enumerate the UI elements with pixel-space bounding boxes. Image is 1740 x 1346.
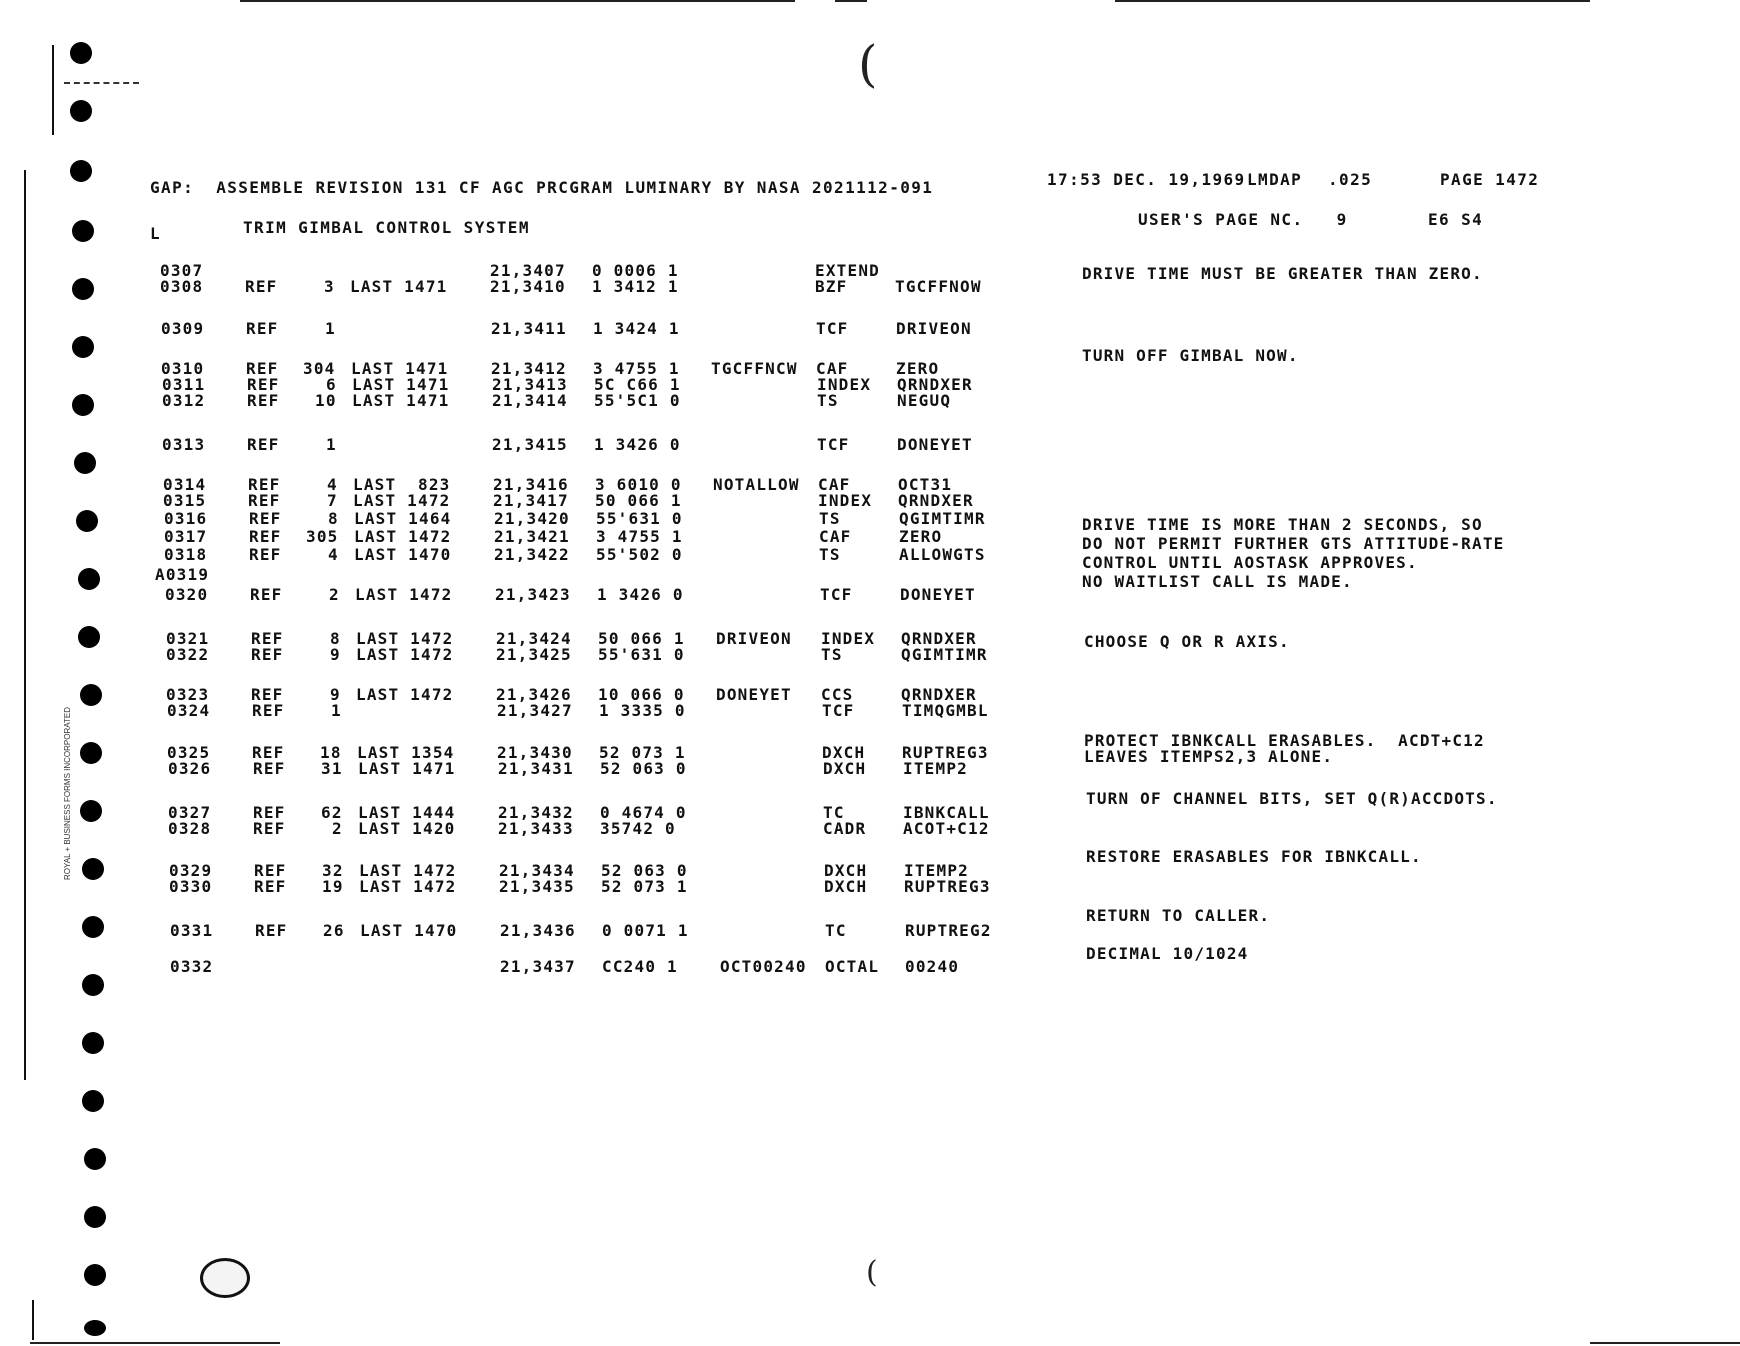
sprocket-hole [82, 1090, 104, 1112]
row-ref: REF [247, 375, 280, 394]
row-line-number: 0313 [162, 435, 206, 454]
sprocket-hole [72, 394, 94, 416]
row-ref: REF [247, 435, 280, 454]
sprocket-hole [72, 278, 94, 300]
row-octal-code: 0 4674 0 [600, 803, 687, 822]
row-line-number: 0317 [164, 527, 208, 546]
row-opcode: CAF [816, 359, 849, 378]
row-ref-count: 18 [320, 743, 342, 762]
row-opcode: TS [817, 391, 839, 410]
row-ref: REF [253, 759, 286, 778]
row-octal-code: CC240 1 [602, 957, 678, 976]
row-last-ref: LAST 1472 [355, 585, 453, 604]
row-opcode: BZF [815, 277, 848, 296]
row-line-number: 0310 [161, 359, 205, 378]
row-address: 21,3430 [497, 743, 573, 762]
sprocket-hole [84, 1264, 106, 1286]
row-line-number: 0320 [165, 585, 209, 604]
comment: PROTECT IBNKCALL ERASABLES. ACDT+C12 [1084, 731, 1485, 750]
l-mark: L [150, 224, 162, 243]
row-ref: REF [248, 475, 281, 494]
row-ref-count: 26 [323, 921, 345, 940]
row-octal-code: 10 066 0 [598, 685, 685, 704]
sprocket-hole [74, 452, 96, 474]
row-address: 21,3423 [495, 585, 571, 604]
comment: CHOOSE Q OR R AXIS. [1084, 632, 1290, 651]
top-rule-left [240, 0, 795, 2]
row-address: 21,3413 [492, 375, 568, 394]
sprocket-hole [80, 684, 102, 706]
row-label: DONEYET [716, 685, 792, 704]
row-octal-code: 52 063 0 [600, 759, 687, 778]
users-page: USER'S PAGE NC. 9 [1138, 210, 1348, 229]
row-last-ref: LAST 1472 [356, 685, 454, 704]
row-line-number: A0319 [155, 565, 210, 584]
row-line-number: 0326 [168, 759, 212, 778]
row-last-ref: LAST 1472 [353, 491, 451, 510]
row-ref: REF [250, 585, 283, 604]
page-number: PAGE 1472 [1440, 170, 1540, 189]
row-octal-code: 35742 0 [600, 819, 676, 838]
row-ref: REF [249, 509, 282, 528]
row-address: 21,3435 [499, 877, 575, 896]
row-last-ref: LAST 1470 [354, 545, 452, 564]
row-octal-code: 50 066 1 [598, 629, 685, 648]
sprocket-hole [80, 742, 102, 764]
comment: DECIMAL 10/1024 [1086, 944, 1249, 963]
sprocket-hole [78, 626, 100, 648]
row-address: 21,3420 [494, 509, 570, 528]
row-operand: RUPTREG3 [902, 743, 989, 762]
row-opcode: CAF [819, 527, 852, 546]
row-operand: TGCFFNOW [895, 277, 982, 296]
row-last-ref: LAST 1471 [352, 375, 450, 394]
row-ref: REF [245, 277, 278, 296]
row-line-number: 0322 [166, 645, 210, 664]
row-ref-count: 2 [329, 585, 340, 604]
row-address: 21,3431 [498, 759, 574, 778]
row-address: 21,3410 [490, 277, 566, 296]
row-last-ref: LAST 1471 [351, 359, 449, 378]
row-operand: RUPTREG2 [905, 921, 992, 940]
row-opcode: TCF [817, 435, 850, 454]
row-operand: QRNDXER [898, 491, 974, 510]
sheet-id: E6 S4 [1428, 210, 1484, 229]
row-ref: REF [253, 819, 286, 838]
row-octal-code: 3 6010 0 [595, 475, 682, 494]
row-operand: QRNDXER [901, 629, 977, 648]
row-address: 21,3424 [496, 629, 572, 648]
row-octal-code: 52 073 1 [601, 877, 688, 896]
row-opcode: OCTAL [825, 957, 880, 976]
row-operand: TIMQGMBL [902, 701, 989, 720]
sprocket-hole [72, 336, 94, 358]
row-octal-code: 0 0006 1 [592, 261, 679, 280]
sprocket-hole [82, 1032, 104, 1054]
row-opcode: TC [823, 803, 845, 822]
assembly-title: GAP: ASSEMBLE REVISION 131 CF AGC PRCGRAM LUMINARY BY NASA 2021112-091 [150, 178, 934, 197]
row-last-ref: LAST 1470 [360, 921, 458, 940]
row-address: 21,3427 [497, 701, 573, 720]
row-octal-code: 5C C66 1 [594, 375, 681, 394]
row-ref-count: 1 [331, 701, 342, 720]
row-operand: ZERO [896, 359, 940, 378]
comment: NO WAITLIST CALL IS MADE. [1082, 572, 1353, 591]
row-ref: REF [255, 921, 288, 940]
row-label: NOTALLOW [713, 475, 800, 494]
row-opcode: DXCH [822, 743, 866, 762]
sprocket-hole [70, 100, 92, 122]
paren-mark-top: ( [858, 35, 878, 93]
row-ref-count: 7 [327, 491, 338, 510]
row-line-number: 0314 [163, 475, 207, 494]
sprocket-hole [72, 220, 94, 242]
row-opcode: TCF [816, 319, 849, 338]
row-ref: REF [254, 861, 287, 880]
row-ref-count: 3 [324, 277, 335, 296]
row-ref: REF [248, 491, 281, 510]
row-operand: DONEYET [900, 585, 976, 604]
row-octal-code: 52 063 0 [601, 861, 688, 880]
row-line-number: 0324 [167, 701, 211, 720]
row-last-ref: LAST 823 [353, 475, 451, 494]
left-margin-rule [52, 45, 54, 135]
row-address: 21,3416 [493, 475, 569, 494]
row-opcode: CCS [821, 685, 854, 704]
perforation-dash [64, 82, 139, 84]
row-last-ref: LAST 1420 [358, 819, 456, 838]
row-address: 21,3411 [491, 319, 567, 338]
row-label: OCT00240 [720, 957, 807, 976]
row-octal-code: 1 3412 1 [592, 277, 679, 296]
row-ref-count: 8 [330, 629, 341, 648]
row-opcode: INDEX [817, 375, 872, 394]
row-ref: REF [249, 527, 282, 546]
row-opcode: TCF [822, 701, 855, 720]
row-ref-count: 1 [326, 435, 337, 454]
row-octal-code: 1 3426 0 [594, 435, 681, 454]
row-octal-code: 1 3335 0 [599, 701, 686, 720]
sprocket-hole [84, 1206, 106, 1228]
row-line-number: 0332 [170, 957, 214, 976]
row-address: 21,3432 [498, 803, 574, 822]
row-octal-code: 3 4755 1 [593, 359, 680, 378]
row-address: 21,3433 [498, 819, 574, 838]
row-octal-code: 55'502 0 [596, 545, 683, 564]
row-line-number: 0321 [166, 629, 210, 648]
row-ref-count: 304 [303, 359, 336, 378]
row-opcode: INDEX [818, 491, 873, 510]
row-opcode: DXCH [823, 759, 867, 778]
punch-hole-stamp [200, 1258, 250, 1298]
row-last-ref: LAST 1471 [350, 277, 448, 296]
row-ref-count: 9 [330, 685, 341, 704]
sprocket-hole [82, 916, 104, 938]
row-last-ref: LAST 1472 [356, 645, 454, 664]
row-ref-count: 8 [328, 509, 339, 528]
row-ref: REF [251, 645, 284, 664]
row-line-number: 0318 [164, 545, 208, 564]
row-line-number: 0312 [162, 391, 206, 410]
row-octal-code: 52 073 1 [599, 743, 686, 762]
row-opcode: EXTEND [815, 261, 880, 280]
row-operand: DONEYET [897, 435, 973, 454]
row-address: 21,3434 [499, 861, 575, 880]
row-line-number: 0329 [169, 861, 213, 880]
row-octal-code: 55'631 0 [598, 645, 685, 664]
comment: RESTORE ERASABLES FOR IBNKCALL. [1086, 847, 1422, 866]
row-ref-count: 9 [330, 645, 341, 664]
row-operand: ITEMP2 [904, 861, 969, 880]
row-address: 21,3421 [494, 527, 570, 546]
sprocket-hole [84, 1148, 106, 1170]
row-operand: NEGUQ [897, 391, 952, 410]
row-last-ref: LAST 1471 [352, 391, 450, 410]
row-last-ref: LAST 1354 [357, 743, 455, 762]
row-line-number: 0331 [170, 921, 214, 940]
row-ref-count: 1 [325, 319, 336, 338]
row-ref: REF [246, 359, 279, 378]
row-opcode: TS [819, 509, 841, 528]
row-label: TGCFFNCW [711, 359, 798, 378]
row-last-ref: LAST 1471 [358, 759, 456, 778]
row-address: 21,3414 [492, 391, 568, 410]
row-operand: QGIMTIMR [899, 509, 986, 528]
row-line-number: 0330 [169, 877, 213, 896]
row-ref: REF [252, 743, 285, 762]
bottom-rule-right [1590, 1342, 1740, 1344]
comment: TURN OFF GIMBAL NOW. [1082, 346, 1299, 365]
row-octal-code: 50 066 1 [595, 491, 682, 510]
row-ref-count: 2 [332, 819, 343, 838]
row-line-number: 0316 [164, 509, 208, 528]
row-ref: REF [252, 701, 285, 720]
row-opcode: INDEX [821, 629, 876, 648]
row-last-ref: LAST 1472 [354, 527, 452, 546]
row-opcode: TS [819, 545, 841, 564]
row-ref-count: 31 [321, 759, 343, 778]
row-operand: OCT31 [898, 475, 953, 494]
sprocket-hole [82, 858, 104, 880]
row-operand: QGIMTIMR [901, 645, 988, 664]
left-margin-rule-2 [24, 170, 26, 1080]
row-opcode: CAF [818, 475, 851, 494]
section-title: TRIM GIMBAL CONTROL SYSTEM [243, 218, 530, 237]
row-line-number: 0307 [160, 261, 204, 280]
row-operand: ALLOWGTS [899, 545, 986, 564]
comment: DRIVE TIME MUST BE GREATER THAN ZERO. [1082, 264, 1483, 283]
bottom-rule-left [30, 1342, 280, 1344]
sprocket-hole [84, 1320, 106, 1336]
row-ref-count: 32 [322, 861, 344, 880]
row-operand: DRIVEON [896, 319, 972, 338]
row-operand: 00240 [905, 957, 960, 976]
row-ref: REF [254, 877, 287, 896]
row-address: 21,3407 [490, 261, 566, 280]
program-code: .025 [1328, 170, 1373, 189]
vendor-imprint: ROYAL + BUSINESS FORMS INCORPORATED [63, 707, 72, 880]
top-rule-mid [835, 0, 867, 2]
row-ref: REF [247, 391, 280, 410]
row-label: DRIVEON [716, 629, 792, 648]
row-octal-code: 55'631 0 [596, 509, 683, 528]
row-ref-count: 19 [322, 877, 344, 896]
row-operand: ITEMP2 [903, 759, 968, 778]
row-address: 21,3417 [493, 491, 569, 510]
row-opcode: TS [821, 645, 843, 664]
row-line-number: 0327 [168, 803, 212, 822]
row-ref-count: 4 [327, 475, 338, 494]
row-line-number: 0308 [160, 277, 204, 296]
row-ref: REF [249, 545, 282, 564]
row-address: 21,3426 [496, 685, 572, 704]
row-last-ref: LAST 1464 [354, 509, 452, 528]
row-ref-count: 305 [306, 527, 339, 546]
comment: DO NOT PERMIT FURTHER GTS ATTITUDE-RATE [1082, 534, 1505, 553]
row-ref-count: 4 [328, 545, 339, 564]
left-margin-rule-3 [32, 1300, 34, 1340]
row-octal-code: 55'5C1 0 [594, 391, 681, 410]
row-address: 21,3437 [500, 957, 576, 976]
row-address: 21,3436 [500, 921, 576, 940]
row-address: 21,3422 [494, 545, 570, 564]
row-last-ref: LAST 1444 [358, 803, 456, 822]
row-address: 21,3415 [492, 435, 568, 454]
row-octal-code: 1 3424 1 [593, 319, 680, 338]
row-octal-code: 1 3426 0 [597, 585, 684, 604]
sprocket-hole [82, 974, 104, 996]
row-line-number: 0325 [167, 743, 211, 762]
row-opcode: DXCH [824, 877, 868, 896]
sprocket-hole [80, 800, 102, 822]
row-ref: REF [251, 685, 284, 704]
row-line-number: 0328 [168, 819, 212, 838]
row-operand: ZERO [899, 527, 943, 546]
top-rule-right [1115, 0, 1590, 2]
row-ref-count: 10 [315, 391, 337, 410]
timestamp: 17:53 DEC. 19,1969 [1047, 170, 1246, 189]
row-operand: IBNKCALL [903, 803, 990, 822]
sprocket-hole [70, 160, 92, 182]
row-last-ref: LAST 1472 [359, 861, 457, 880]
comment: TURN OF CHANNEL BITS, SET Q(R)ACCDOTS. [1086, 789, 1498, 808]
row-octal-code: 3 4755 1 [596, 527, 683, 546]
row-last-ref: LAST 1472 [356, 629, 454, 648]
sprocket-hole [76, 510, 98, 532]
row-operand: QRNDXER [897, 375, 973, 394]
row-operand: RUPTREG3 [904, 877, 991, 896]
row-operand: QRNDXER [901, 685, 977, 704]
row-ref: REF [251, 629, 284, 648]
row-address: 21,3412 [491, 359, 567, 378]
program-name: LMDAP [1247, 170, 1303, 189]
row-ref: REF [253, 803, 286, 822]
sprocket-hole [70, 42, 92, 64]
comment: CONTROL UNTIL AOSTASK APPROVES. [1082, 553, 1418, 572]
row-line-number: 0309 [161, 319, 205, 338]
paren-mark-bottom: ( [866, 1255, 878, 1290]
comment: RETURN TO CALLER. [1086, 906, 1271, 925]
row-opcode: DXCH [824, 861, 868, 880]
row-operand: ACOT+C12 [903, 819, 990, 838]
row-line-number: 0315 [163, 491, 207, 510]
row-address: 21,3425 [496, 645, 572, 664]
comment: DRIVE TIME IS MORE THAN 2 SECONDS, SO [1082, 515, 1483, 534]
row-ref-count: 6 [326, 375, 337, 394]
row-opcode: TCF [820, 585, 853, 604]
sprocket-hole [78, 568, 100, 590]
row-octal-code: 0 0071 1 [602, 921, 689, 940]
row-opcode: TC [825, 921, 847, 940]
row-ref: REF [246, 319, 279, 338]
row-last-ref: LAST 1472 [359, 877, 457, 896]
row-opcode: CADR [823, 819, 867, 838]
row-ref-count: 62 [321, 803, 343, 822]
row-line-number: 0323 [166, 685, 210, 704]
comment: LEAVES ITEMPS2,3 ALONE. [1084, 747, 1334, 766]
row-line-number: 0311 [162, 375, 206, 394]
